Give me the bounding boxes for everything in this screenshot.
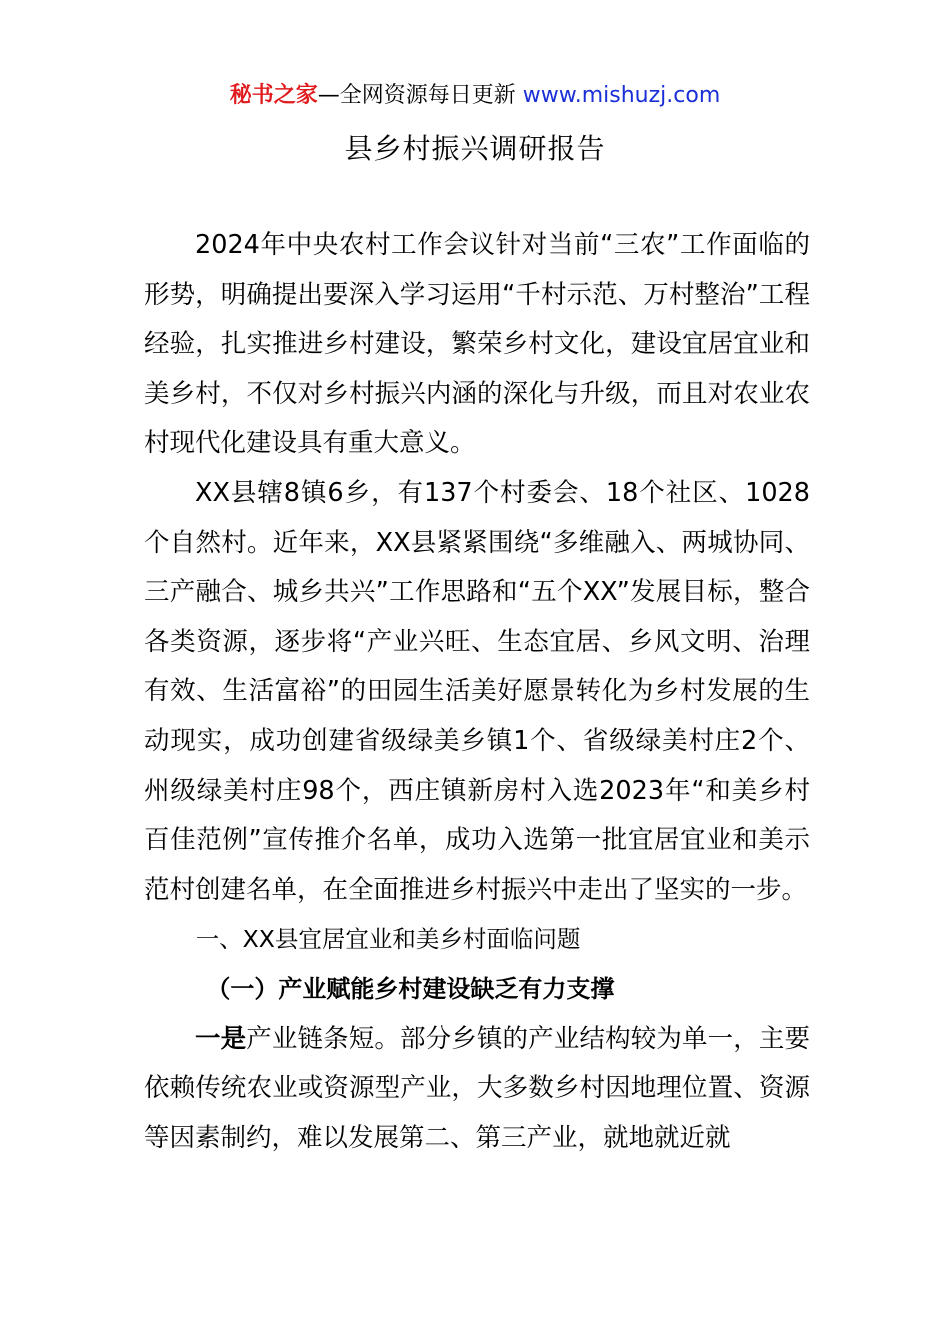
header-tagline: 全网资源每日更新	[339, 83, 516, 108]
paragraph-intro: 2024年中央农村工作会议针对当前“三农”工作面临的形势，明确提出要深入学习运用“千村示范、万村整治”工程经验，扎实推进乡村建设，繁荣乡村文化，建设宜居宜业和美乡村，不仅对乡村振兴内涵的深化与升级，而且对农业农村现代化建设具有重大意义。	[144, 230, 810, 459]
header-url-link[interactable]: www.mishuzj.com	[522, 83, 721, 108]
paragraph-lead: 一是	[195, 1023, 247, 1054]
document-body	[144, 221, 810, 1163]
paragraph-industry-chain	[144, 1015, 810, 1164]
subsection-heading: （一）产业赋能乡村建设缺乏有力支撑	[206, 974, 615, 1003]
header-dash: —	[317, 83, 340, 108]
site-header	[0, 80, 950, 112]
paragraph-industry-chain-text: 产业链条短。部分乡镇的产业结构较为单一，主要依赖传统农业或资源型产业，大多数乡村因地理位置、资源等因素制约，难以发展第二、第三产业，就地就近就	[144, 1023, 810, 1153]
header-brand: 秘书之家	[229, 83, 318, 108]
section-heading: 一、XX县宜居宜业和美乡村面临问题	[195, 925, 581, 954]
paragraph-county-overview: XX县辖8镇6乡，有137个村委会、18个社区、1028个自然村。近年来，XX县紧紧围绕“多维融入、两城协同、三产融合、城乡共兴”工作思路和“五个XX”发展目标，整合各类资源，逐步将“产业兴旺、生态宜居、乡风文明、治理有效、生活富裕”的田园生活美好愿景转化为乡村发展的生动现实，成功创建省级绿美乡镇1个、省级绿美村庄2个、州级绿美村庄98个，西庄镇新房村入选2023年“和美乡村百佳范例”宣传推介名单，成功入选第一批宜居宜业和美示范村创建名单，在全面推进乡村振兴中走出了坚实的一步。	[144, 477, 810, 905]
document-title: 县乡村振兴调研报告	[344, 132, 606, 165]
